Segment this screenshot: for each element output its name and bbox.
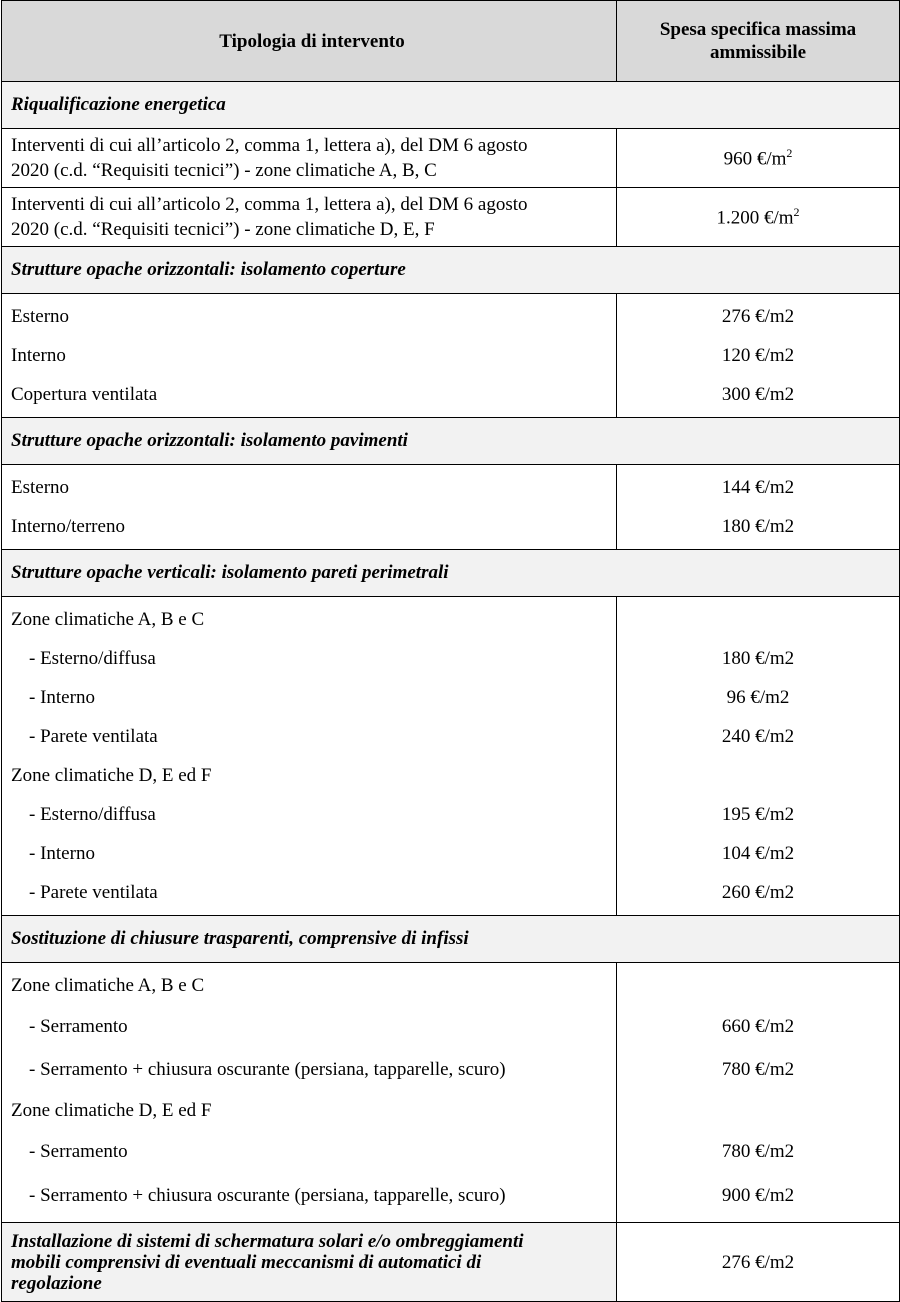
section-title-riqualificazione: Riqualificazione energetica xyxy=(2,82,900,129)
list-value: 780 €/m2 xyxy=(721,1059,795,1080)
list-item: - Serramento xyxy=(29,1016,128,1037)
list-item: Esterno xyxy=(11,306,70,327)
spending-limits-table xyxy=(1,0,900,1302)
superscript-2: 2 xyxy=(793,204,800,219)
list-value: 144 €/m2 xyxy=(721,477,795,498)
list-value: 900 €/m2 xyxy=(721,1185,795,1206)
table-header-row xyxy=(2,1,900,82)
list-value: 660 €/m2 xyxy=(721,1016,795,1037)
list-value: 260 €/m2 xyxy=(721,882,795,903)
list-value: 240 €/m2 xyxy=(721,726,795,747)
table-row xyxy=(2,129,900,188)
list-item: - Parete ventilata xyxy=(29,882,158,903)
row-value: 276 €/m2 xyxy=(617,1223,900,1302)
section-title-coperture: Strutture opache orizzontali: isolamento coperture xyxy=(2,247,900,294)
row-labels xyxy=(2,294,617,418)
row-values xyxy=(617,465,900,550)
table-row xyxy=(2,465,900,550)
list-item: - Parete ventilata xyxy=(29,726,158,747)
section-row xyxy=(2,1223,900,1302)
list-item: - Interno xyxy=(29,843,95,864)
table-row xyxy=(2,294,900,418)
list-value: 96 €/m2 xyxy=(726,687,790,708)
list-value: 180 €/m2 xyxy=(721,648,795,669)
table-row xyxy=(2,597,900,916)
row-labels xyxy=(2,597,617,916)
row-label xyxy=(2,129,617,188)
section-row xyxy=(2,550,900,597)
list-value: 276 €/m2 xyxy=(721,306,795,327)
zone-heading: Zone climatiche D, E ed F xyxy=(11,1100,212,1121)
list-item: Esterno xyxy=(11,477,70,498)
section-title-pareti: Strutture opache verticali: isolamento pareti perimetrali xyxy=(2,550,900,597)
list-item: - Serramento xyxy=(29,1141,128,1162)
list-item: - Esterno/diffusa xyxy=(29,648,156,669)
list-item: - Interno xyxy=(29,687,95,708)
section-row xyxy=(2,82,900,129)
section-title-pavimenti: Strutture opache orizzontali: isolamento pavimenti xyxy=(2,418,900,465)
section-row xyxy=(2,247,900,294)
row-value: 960 $€/m^2$ xyxy=(617,129,900,188)
row-values xyxy=(617,294,900,418)
header-max-spending-line1: Spesa specifica massima xyxy=(659,19,857,40)
header-max-spending-line2: ammissibile xyxy=(709,42,807,63)
section-title-line1: Installazione di sistemi di schermatura solari e/o ombreggiamenti xyxy=(11,1230,524,1252)
table-row xyxy=(2,188,900,247)
list-item: Interno/terreno xyxy=(11,516,125,537)
row-label xyxy=(2,188,617,247)
list-item: - Serramento + chiusura oscurante (persiana, tapparelle, scuro) xyxy=(29,1185,506,1206)
list-value: 195 €/m2 xyxy=(721,804,795,825)
row-label-line1: Interventi di cui all’articolo 2, comma 1, lettera a), del DM 6 agosto xyxy=(11,135,528,156)
list-item: Interno xyxy=(11,345,66,366)
row-value: 1.200 $€/m^2$ xyxy=(617,188,900,247)
list-value: 300 €/m2 xyxy=(721,384,795,405)
list-value: 120 €/m2 xyxy=(721,345,795,366)
zone-heading: Zone climatiche A, B e C xyxy=(11,609,205,630)
superscript-2: 2 xyxy=(786,145,793,160)
header-max-spending xyxy=(617,1,900,82)
list-value: 180 €/m2 xyxy=(721,516,795,537)
header-intervention-type: Tipologia di intervento xyxy=(2,1,617,82)
section-title-line3: regolazione xyxy=(11,1272,102,1294)
zone-heading: Zone climatiche D, E ed F xyxy=(11,765,212,786)
row-label-line2: 2020 (c.d. “Requisiti tecnici”) - zone climatiche A, B, C xyxy=(11,160,437,181)
row-values xyxy=(617,597,900,916)
table-row xyxy=(2,963,900,1223)
row-label-line1: Interventi di cui all’articolo 2, comma 1, lettera a), del DM 6 agosto xyxy=(11,194,528,215)
row-labels xyxy=(2,963,617,1223)
section-title-line2: mobili comprensivi di eventuali meccanismi di automatici di xyxy=(11,1251,482,1273)
list-item: - Esterno/diffusa xyxy=(29,804,156,825)
section-title-chiusure: Sostituzione di chiusure trasparenti, comprensive di infissi xyxy=(2,916,900,963)
section-row xyxy=(2,418,900,465)
section-title-schermatura xyxy=(2,1223,617,1302)
list-value: 780 €/m2 xyxy=(721,1141,795,1162)
section-row xyxy=(2,916,900,963)
row-values xyxy=(617,963,900,1223)
list-item: Copertura ventilata xyxy=(11,384,158,405)
list-value: 104 €/m2 xyxy=(721,843,795,864)
row-label-line2: 2020 (c.d. “Requisiti tecnici”) - zone climatiche D, E, F xyxy=(11,219,435,240)
list-item: - Serramento + chiusura oscurante (persiana, tapparelle, scuro) xyxy=(29,1059,506,1080)
row-labels xyxy=(2,465,617,550)
zone-heading: Zone climatiche A, B e C xyxy=(11,975,205,996)
